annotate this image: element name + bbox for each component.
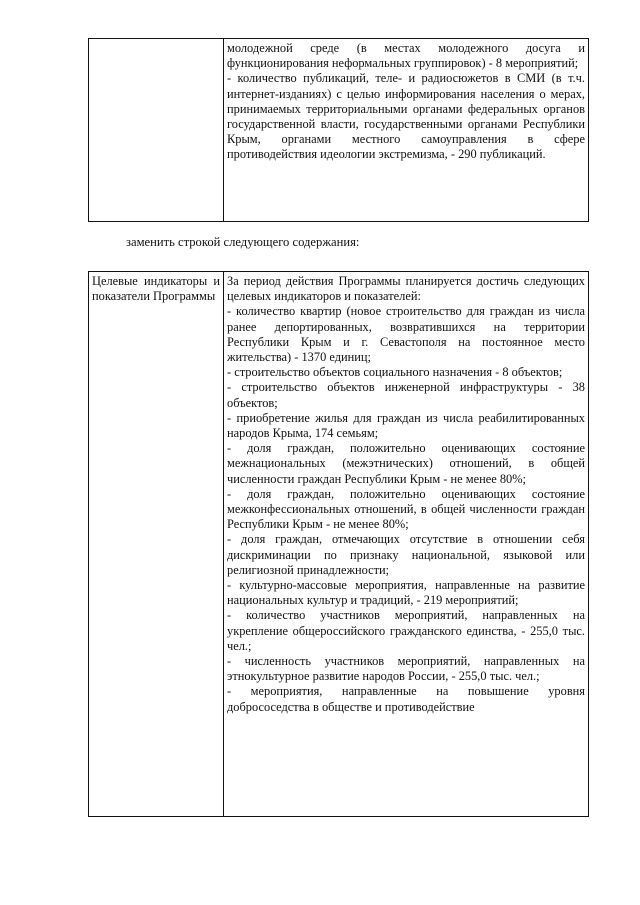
table-cell-empty bbox=[89, 39, 224, 222]
list-item: - культурно-массовые мероприятия, направленные на развитие национальных культур и традиций, - 219 мероприятий; bbox=[227, 578, 585, 608]
table-continuation bbox=[88, 38, 589, 222]
row-label: Целевые индикаторы и показатели Программы bbox=[89, 272, 224, 817]
list-item: - доля граждан, отмечающих отсутствие в отношении себя дискриминации по признаку национальной, языковой или религиозной принадлежности; bbox=[227, 532, 585, 577]
list-item: - доля граждан, положительно оценивающих состояние межнациональных (межэтнических) отношений, в общей численности граждан Республики Крым - не менее 80%; bbox=[227, 441, 585, 486]
list-item: - количество участников мероприятий, направленных на укрепление общероссийского гражданского единства, - 255,0 тыс. чел.; bbox=[227, 608, 585, 653]
list-item: - количество квартир (новое строительство для граждан из числа ранее депортированных, возвратившихся на территории Республики Крым и г. Севастополя на постоянное место жительства) - 1370 единиц; bbox=[227, 304, 585, 365]
table-cell-text bbox=[224, 272, 589, 817]
table-cell-text bbox=[224, 39, 589, 222]
table-replacement bbox=[88, 271, 589, 817]
list-item: - мероприятия, направленные на повышение уровня добрососедства в обществе и противодействие bbox=[227, 684, 585, 714]
list-item: За период действия Программы планируется достичь следующих целевых индикаторов и показателей: bbox=[227, 274, 585, 304]
list-item: - приобретение жилья для граждан из числа реабилитированных народов Крыма, 174 семьям; bbox=[227, 410, 585, 441]
paragraph: молодежной среде (в местах молодежного досуга и функционирования неформальных группировок) - 8 мероприятий; bbox=[227, 41, 585, 71]
list-item: - численность участников мероприятий, направленных на этнокультурное развитие народов России, - 255,0 тыс. чел.; bbox=[227, 654, 585, 684]
list-item: - строительство объектов социального назначения - 8 объектов; bbox=[227, 365, 563, 380]
table-row bbox=[89, 272, 589, 817]
list-item: - доля граждан, положительно оценивающих состояние межконфессиональных отношений, в общей численности граждан Республики Крым - не менее 80%; bbox=[227, 486, 585, 532]
replacement-instruction: заменить строкой следующего содержания: bbox=[126, 235, 360, 249]
paragraph: - количество публикаций, теле- и радиосюжетов в СМИ (в т.ч. интернет-изданиях) с целью информирования населения о мерах, принимаемых территориальными органами федеральных органов государственной власти, государственными органами Республики Крым, органами местного самоуправления в сфере противодействия идеологии экстремизма, - 290 публикаций. bbox=[227, 71, 585, 162]
table-row bbox=[89, 39, 589, 222]
list-item: - строительство объектов инженерной инфраструктуры - 38 объектов; bbox=[227, 380, 585, 410]
